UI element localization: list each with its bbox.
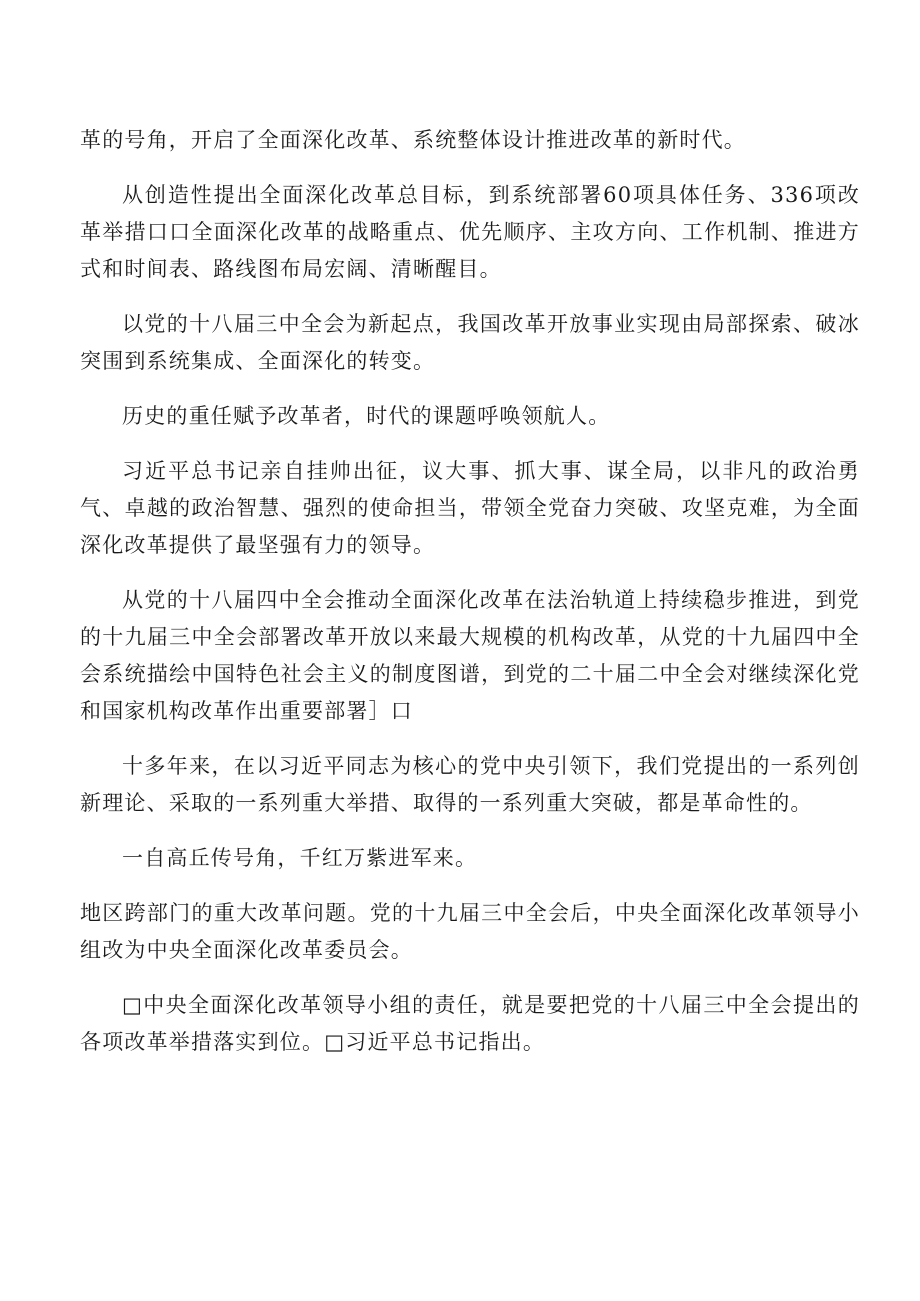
paragraph-3: 以党的十八届三中全会为新起点，我国改革开放事业实现由局部探索、破冰突围到系统集成、全面深化的转变。 — [80, 312, 860, 373]
paragraph-6: 从党的十八届四中全会推动全面深化改革在法治轨道上持续稳步推进，到党的十九届三中全会部署改革开放以来最大规模的机构改革，从党的十九届四中全会系统描绘中国特色社会主义的制度图谱，到党的二十届二中全会对继续深化党和国家机构改革作出重要部署］口 — [80, 588, 860, 723]
paragraph-7: 十多年来，在以习近平同志为核心的党中央引领下，我们党提出的一系列创新理论、采取的一系列重大举措、取得的一系列重大突破，都是革命性的。 — [80, 754, 860, 815]
paragraph-10: □中央全面深化改革领导小组的责任，就是要把党的十八届三中全会提出的各项改革举措落实到位。□习近平总书记指出。 — [80, 993, 860, 1054]
paragraph-1: 革的号角，开启了全面深化改革、系统整体设计推进改革的新时代。 — [80, 128, 746, 152]
paragraph-5: 习近平总书记亲自挂帅出征，议大事、抓大事、谋全局，以非凡的政治勇气、卓越的政治智慧、强烈的使命担当，带领全党奋力突破、攻坚克难，为全面深化改革提供了最坚强有力的领导。 — [80, 459, 860, 557]
paragraph-9: 地区跨部门的重大改革问题。党的十九届三中全会后，中央全面深化改革领导小组改为中央全面深化改革委员会。 — [80, 901, 860, 962]
paragraph-8: 一自高丘传号角，千红万紫进军来。 — [122, 846, 478, 870]
paragraph-4: 历史的重任赋予改革者，时代的课题呼唤领航人。 — [122, 404, 611, 428]
paragraph-2: 从创造性提出全面深化改革总目标，到系统部署60项具体任务、336项改革举措口口全面深化改革的战略重点、优先顺序、主攻方向、工作机制、推进方式和时间表、路线图布局宏阔、清晰醒目。 — [80, 183, 860, 281]
